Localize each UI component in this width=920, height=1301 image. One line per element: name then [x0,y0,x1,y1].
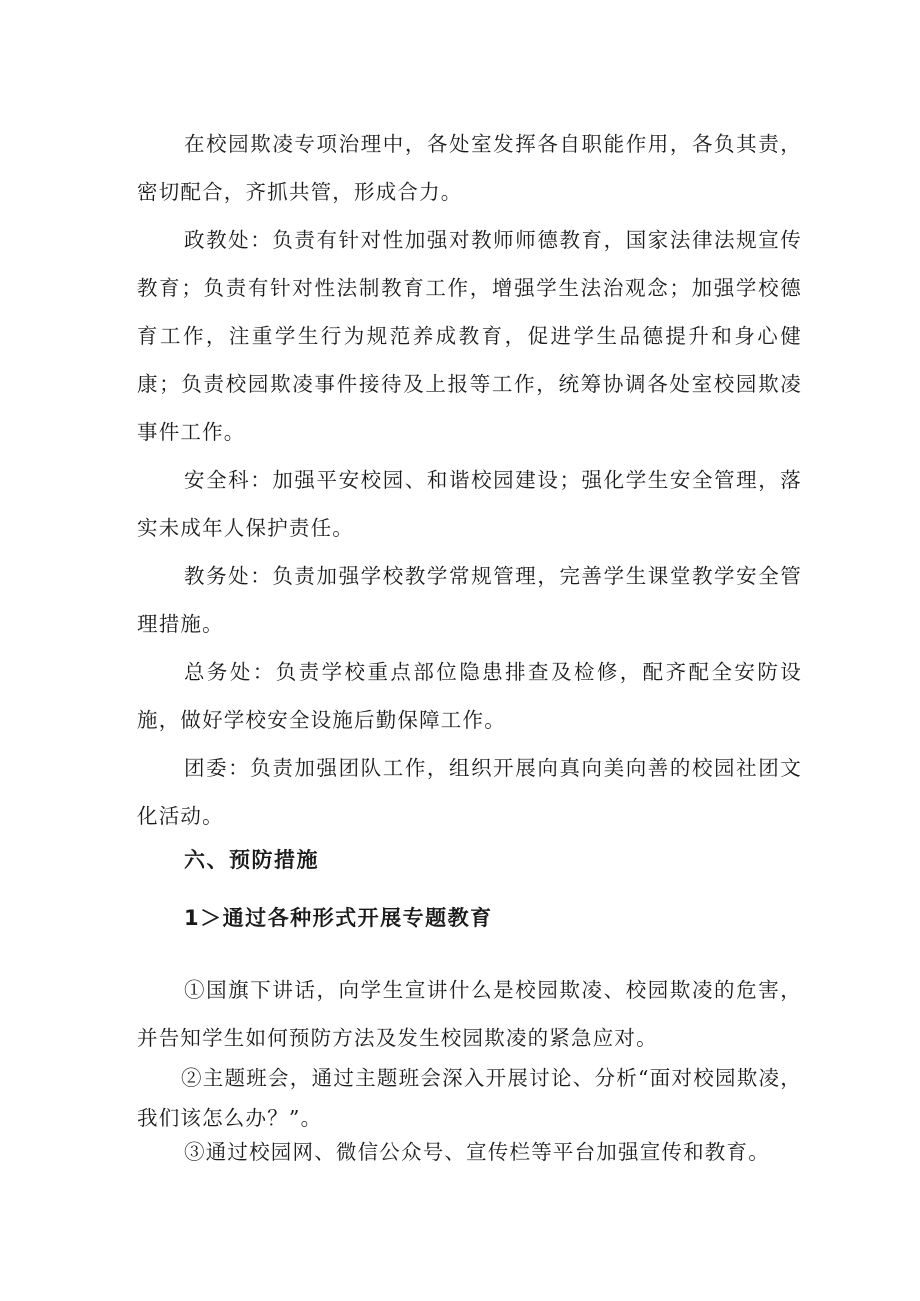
safety-section-paragraph: 安全科：加强平安校园、和谐校园建设；强化学生安全管理，落实未成年人保护责任。 [137,468,802,540]
youth-league-paragraph: 团委：负责加强团队工作，组织开展向真向美向善的校园社团文化活动。 [137,756,802,828]
measure-item-3: ③通过校园网、微信公众号、宣传栏等平台加强宣传和教育。 [184,1140,770,1164]
political-education-paragraph: 政教处：负责有针对性加强对教师师德教育，国家法律法规宣传教育；负责有针对性法制教育工作，增强学生法治观念；加强学校德育工作，注重学生行为规范养成教育，促进学生品德提升和身心健康；负责校园欺凌事件接待及上报等工作，统筹协调各处室校园欺凌事件工作。 [137,228,802,444]
measure-item-2: ②主题班会，通过主题班会深入开展讨论、分析“面对校园欺凌，我们该怎么办？”。 [137,1066,802,1130]
academic-affairs-paragraph: 教务处：负责加强学校教学常规管理，完善学生课堂教学安全管理措施。 [137,564,802,636]
section-heading: 六、预防措施 [184,848,319,872]
general-affairs-paragraph: 总务处：负责学校重点部位隐患排查及检修，配齐配全安防设施，做好学校安全设施后勤保障工作。 [137,660,802,732]
intro-paragraph: 在校园欺凌专项治理中，各处室发挥各自职能作用，各负其责，密切配合，齐抓共管，形成合力。 [137,132,802,204]
subsection-heading: 1＞通过各种形式开展专题教育 [184,906,493,930]
measure-item-1: ①国旗下讲话，向学生宣讲什么是校园欺凌、校园欺凌的危害，并告知学生如何预防方法及发生校园欺凌的紧急应对。 [137,978,802,1050]
